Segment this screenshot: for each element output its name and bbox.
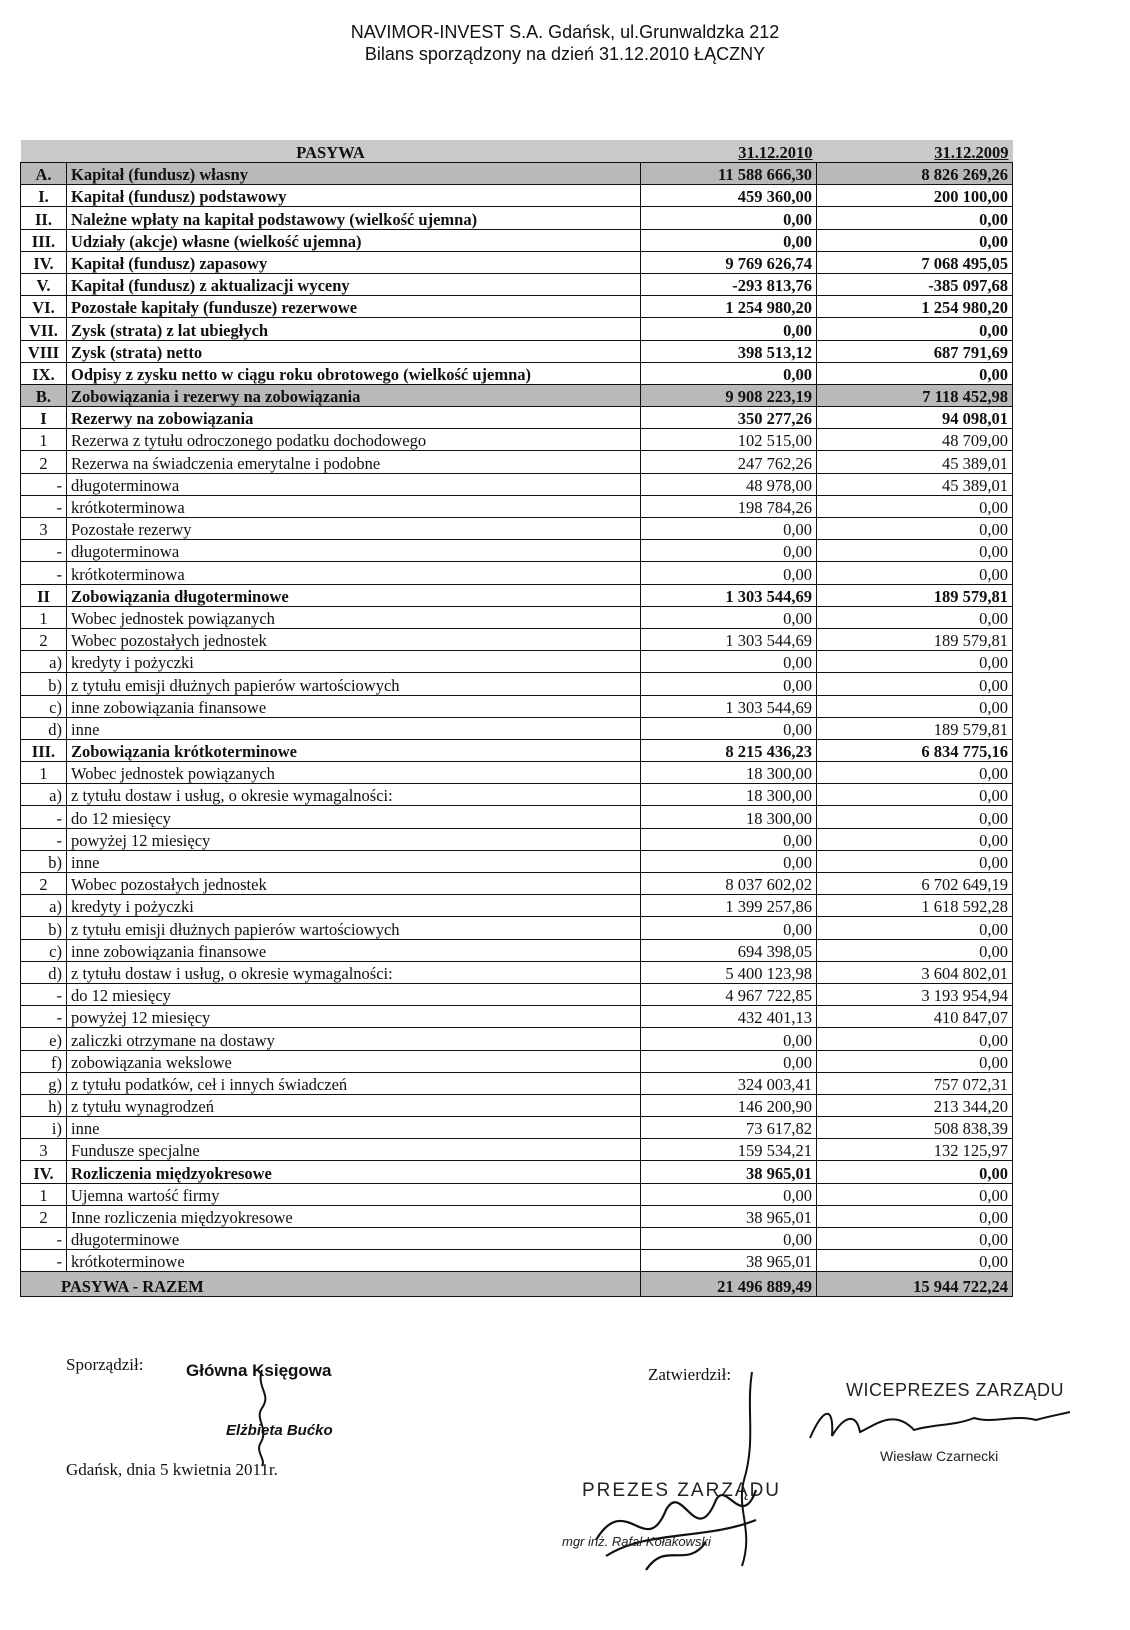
row-number: 2: [21, 451, 67, 473]
table-row: [21, 495, 1013, 517]
prepared-by-name-stamp: Elżbieta Bućko: [226, 1422, 333, 1439]
value-2009: 0,00: [817, 939, 1013, 961]
row-label: z tytułu dostaw i usług, o okresie wymagalności:: [67, 961, 641, 983]
row-number: e): [21, 1028, 67, 1050]
president-name-stamp: mgr inż. Rafał Kołakowski: [562, 1534, 711, 1549]
table-row: [21, 1139, 1013, 1161]
row-label: do 12 miesięcy: [67, 806, 641, 828]
row-number: -: [21, 1228, 67, 1250]
row-number: d): [21, 961, 67, 983]
value-2009: 0,00: [817, 651, 1013, 673]
row-number: h): [21, 1094, 67, 1116]
row-number: IV.: [21, 251, 67, 273]
value-2009: 0,00: [817, 673, 1013, 695]
value-2009: 189 579,81: [817, 717, 1013, 739]
company-header: NAVIMOR-INVEST S.A. Gdańsk, ul.Grunwaldzka 212: [350, 22, 780, 42]
row-label: Ujemna wartość firmy: [67, 1183, 641, 1205]
value-2009: 1 618 592,28: [817, 895, 1013, 917]
value-2010: 146 200,90: [641, 1094, 817, 1116]
row-number: 1: [21, 606, 67, 628]
value-2009: 0,00: [817, 318, 1013, 340]
president-title-stamp: PREZES ZARZĄDU: [582, 1480, 782, 1501]
value-2010: 0,00: [641, 673, 817, 695]
table-row: [21, 429, 1013, 451]
value-2010: 0,00: [641, 828, 817, 850]
value-2010: 0,00: [641, 229, 817, 251]
value-2010: 0,00: [641, 362, 817, 384]
total-2009: 15 944 722,24: [817, 1272, 1013, 1297]
row-number: 2: [21, 1205, 67, 1227]
row-number: -: [21, 828, 67, 850]
row-label: Inne rozliczenia międzyokresowe: [67, 1205, 641, 1227]
value-2010: 0,00: [641, 207, 817, 229]
value-2010: 324 003,41: [641, 1072, 817, 1094]
value-2009: 1 254 980,20: [817, 296, 1013, 318]
row-number: A.: [21, 163, 67, 185]
row-number: a): [21, 651, 67, 673]
row-label: Rezerwy na zobowiązania: [67, 407, 641, 429]
row-label: z tytułu podatków, ceł i innych świadczeń: [67, 1072, 641, 1094]
table-row: [21, 762, 1013, 784]
row-number: 1: [21, 429, 67, 451]
value-2009: 0,00: [817, 562, 1013, 584]
value-2010: 18 300,00: [641, 762, 817, 784]
column-header-2010: 31.12.2010: [641, 140, 817, 163]
row-number: 3: [21, 518, 67, 540]
table-row: [21, 1161, 1013, 1183]
row-label: Wobec jednostek powiązanych: [67, 606, 641, 628]
row-label: zaliczki otrzymane na dostawy: [67, 1028, 641, 1050]
value-2009: 0,00: [817, 518, 1013, 540]
value-2009: 6 834 775,16: [817, 739, 1013, 761]
row-number: IV.: [21, 1161, 67, 1183]
row-label: Pozostałe kapitały (fundusze) rezerwowe: [67, 296, 641, 318]
table-row: [21, 1006, 1013, 1028]
row-label: Fundusze specjalne: [67, 1139, 641, 1161]
table-row: [21, 473, 1013, 495]
value-2009: 45 389,01: [817, 473, 1013, 495]
value-2010: 38 965,01: [641, 1161, 817, 1183]
row-number: I: [21, 407, 67, 429]
table-row: [21, 451, 1013, 473]
value-2009: 0,00: [817, 695, 1013, 717]
row-number: b): [21, 850, 67, 872]
row-number: i): [21, 1117, 67, 1139]
row-label: Rozliczenia międzyokresowe: [67, 1161, 641, 1183]
table-row: [21, 340, 1013, 362]
value-2010: 694 398,05: [641, 939, 817, 961]
value-2009: 6 702 649,19: [817, 873, 1013, 895]
row-number: 2: [21, 873, 67, 895]
prepared-by-label: Sporządził:: [66, 1355, 144, 1374]
row-label: Zysk (strata) z lat ubiegłych: [67, 318, 641, 340]
row-number: 1: [21, 1183, 67, 1205]
value-2010: 0,00: [641, 318, 817, 340]
value-2010: 0,00: [641, 1228, 817, 1250]
value-2010: 9 908 223,19: [641, 384, 817, 406]
row-label: Zobowiązania krótkoterminowe: [67, 739, 641, 761]
table-row: [21, 939, 1013, 961]
row-label: do 12 miesięcy: [67, 983, 641, 1005]
row-number: III.: [21, 229, 67, 251]
row-label: Zysk (strata) netto: [67, 340, 641, 362]
row-label: z tytułu dostaw i usług, o okresie wymagalności:: [67, 784, 641, 806]
vp-name-stamp: Wiesław Czarnecki: [880, 1448, 999, 1464]
table-row: [21, 318, 1013, 340]
value-2009: 94 098,01: [817, 407, 1013, 429]
value-2009: 213 344,20: [817, 1094, 1013, 1116]
value-2010: 18 300,00: [641, 784, 817, 806]
row-number: b): [21, 917, 67, 939]
value-2010: 0,00: [641, 917, 817, 939]
value-2009: 7 068 495,05: [817, 251, 1013, 273]
row-number: c): [21, 939, 67, 961]
row-label: Rezerwa na świadczenia emerytalne i podobne: [67, 451, 641, 473]
liabilities-table: [20, 140, 1013, 1297]
table-row: [21, 673, 1013, 695]
value-2010: 1 399 257,86: [641, 895, 817, 917]
row-number: VII.: [21, 318, 67, 340]
value-2009: 48 709,00: [817, 429, 1013, 451]
row-label: kredyty i pożyczki: [67, 895, 641, 917]
table-row: [21, 518, 1013, 540]
value-2010: 8 215 436,23: [641, 739, 817, 761]
row-label: z tytułu wynagrodzeń: [67, 1094, 641, 1116]
value-2009: 0,00: [817, 784, 1013, 806]
total-2010: 21 496 889,49: [641, 1272, 817, 1297]
table-row: [21, 229, 1013, 251]
value-2009: 0,00: [817, 362, 1013, 384]
value-2010: 432 401,13: [641, 1006, 817, 1028]
row-number: a): [21, 895, 67, 917]
value-2010: 5 400 123,98: [641, 961, 817, 983]
table-row: [21, 407, 1013, 429]
row-label: Pozostałe rezerwy: [67, 518, 641, 540]
value-2009: 0,00: [817, 762, 1013, 784]
row-label: Zobowiązania i rezerwy na zobowiązania: [67, 384, 641, 406]
value-2009: 8 826 269,26: [817, 163, 1013, 185]
value-2010: 1 254 980,20: [641, 296, 817, 318]
table-row: [21, 1117, 1013, 1139]
row-label: Kapitał (fundusz) podstawowy: [67, 185, 641, 207]
value-2010: 0,00: [641, 1050, 817, 1072]
table-row: [21, 606, 1013, 628]
approved-by-label: Zatwierdził:: [648, 1365, 732, 1384]
row-label: zobowiązania wekslowe: [67, 1050, 641, 1072]
value-2010: 48 978,00: [641, 473, 817, 495]
value-2009: 0,00: [817, 1205, 1013, 1227]
row-label: z tytułu emisji dłużnych papierów wartościowych: [67, 673, 641, 695]
table-row: [21, 628, 1013, 650]
table-row: [21, 850, 1013, 872]
row-label: Kapitał (fundusz) zapasowy: [67, 251, 641, 273]
row-label: Wobec jednostek powiązanych: [67, 762, 641, 784]
signature-president: [586, 1470, 766, 1580]
column-header-2009: 31.12.2009: [817, 140, 1013, 163]
value-2009: 0,00: [817, 1161, 1013, 1183]
row-label: inne: [67, 717, 641, 739]
vp-title-stamp: WICEPREZES ZARZĄDU: [846, 1380, 1065, 1400]
table-row: [21, 806, 1013, 828]
value-2009: 0,00: [817, 828, 1013, 850]
value-2010: 350 277,26: [641, 407, 817, 429]
row-number: -: [21, 473, 67, 495]
value-2010: 247 762,26: [641, 451, 817, 473]
value-2009: 0,00: [817, 850, 1013, 872]
row-label: długoterminowa: [67, 540, 641, 562]
value-2010: 0,00: [641, 651, 817, 673]
table-row: [21, 163, 1013, 185]
value-2009: 0,00: [817, 1028, 1013, 1050]
value-2009: 0,00: [817, 806, 1013, 828]
row-label: inne: [67, 850, 641, 872]
value-2010: 11 588 666,30: [641, 163, 817, 185]
value-2009: 200 100,00: [817, 185, 1013, 207]
row-number: -: [21, 1006, 67, 1028]
row-number: -: [21, 806, 67, 828]
value-2009: 757 072,31: [817, 1072, 1013, 1094]
table-row: [21, 739, 1013, 761]
value-2010: 459 360,00: [641, 185, 817, 207]
table-row: [21, 1183, 1013, 1205]
row-label: powyżej 12 miesięcy: [67, 828, 641, 850]
row-label: Odpisy z zysku netto w ciągu roku obrotowego (wielkość ujemna): [67, 362, 641, 384]
total-label: PASYWA - RAZEM: [21, 1272, 641, 1297]
table-row: [21, 251, 1013, 273]
table-row: [21, 1250, 1013, 1272]
value-2010: 0,00: [641, 1028, 817, 1050]
value-2009: 0,00: [817, 540, 1013, 562]
value-2010: 0,00: [641, 518, 817, 540]
value-2009: 0,00: [817, 1250, 1013, 1272]
signature-accountant: [248, 1368, 288, 1468]
row-number: -: [21, 983, 67, 1005]
row-number: -: [21, 540, 67, 562]
row-number: IX.: [21, 362, 67, 384]
value-2010: 0,00: [641, 1183, 817, 1205]
value-2009: 7 118 452,98: [817, 384, 1013, 406]
value-2009: 0,00: [817, 1228, 1013, 1250]
value-2009: 3 604 802,01: [817, 961, 1013, 983]
value-2009: 0,00: [817, 606, 1013, 628]
table-row: [21, 584, 1013, 606]
row-number: c): [21, 695, 67, 717]
row-number: f): [21, 1050, 67, 1072]
value-2009: 0,00: [817, 1183, 1013, 1205]
value-2010: 4 967 722,85: [641, 983, 817, 1005]
row-number: II.: [21, 207, 67, 229]
value-2009: 687 791,69: [817, 340, 1013, 362]
row-number: -: [21, 1250, 67, 1272]
table-row: [21, 540, 1013, 562]
value-2010: 1 303 544,69: [641, 584, 817, 606]
value-2010: 0,00: [641, 540, 817, 562]
row-label: inne zobowiązania finansowe: [67, 939, 641, 961]
place-date: Gdańsk, dnia 5 kwietnia 2011r.: [66, 1460, 278, 1479]
row-number: VI.: [21, 296, 67, 318]
value-2010: 0,00: [641, 562, 817, 584]
table-header-row: [21, 140, 1013, 163]
table-row: [21, 695, 1013, 717]
value-2010: 73 617,82: [641, 1117, 817, 1139]
row-label: krótkoterminowe: [67, 1250, 641, 1272]
row-label: krótkoterminowa: [67, 495, 641, 517]
value-2010: 18 300,00: [641, 806, 817, 828]
table-row: [21, 1228, 1013, 1250]
value-2010: 0,00: [641, 717, 817, 739]
value-2010: 0,00: [641, 606, 817, 628]
table-row: [21, 917, 1013, 939]
row-number: B.: [21, 384, 67, 406]
table-row: [21, 1028, 1013, 1050]
prepared-by-role-stamp: Główna Księgowa: [186, 1361, 332, 1380]
row-label: Udziały (akcje) własne (wielkość ujemna): [67, 229, 641, 251]
row-number: III.: [21, 739, 67, 761]
value-2009: 3 193 954,94: [817, 983, 1013, 1005]
row-number: -: [21, 562, 67, 584]
value-2009: 0,00: [817, 917, 1013, 939]
signature-vice-president: [804, 1396, 1074, 1450]
value-2010: 1 303 544,69: [641, 695, 817, 717]
table-row: [21, 717, 1013, 739]
table-row: [21, 207, 1013, 229]
row-label: Kapitał (fundusz) z aktualizacji wyceny: [67, 273, 641, 295]
table-row: [21, 362, 1013, 384]
row-number: 1: [21, 762, 67, 784]
row-label: Wobec pozostałych jednostek: [67, 628, 641, 650]
column-header-pasywa: PASYWA: [21, 140, 641, 163]
value-2010: 1 303 544,69: [641, 628, 817, 650]
table-row: [21, 1094, 1013, 1116]
row-label: długoterminowa: [67, 473, 641, 495]
value-2010: 159 534,21: [641, 1139, 817, 1161]
table-row: [21, 384, 1013, 406]
row-label: Zobowiązania długoterminowe: [67, 584, 641, 606]
table-row: [21, 1205, 1013, 1227]
row-label: powyżej 12 miesięcy: [67, 1006, 641, 1028]
row-number: V.: [21, 273, 67, 295]
row-label: Kapitał (fundusz) własny: [67, 163, 641, 185]
value-2010: 398 513,12: [641, 340, 817, 362]
table-row: [21, 651, 1013, 673]
value-2009: -385 097,68: [817, 273, 1013, 295]
row-label: Należne wpłaty na kapitał podstawowy (wielkość ujemna): [67, 207, 641, 229]
value-2009: 0,00: [817, 229, 1013, 251]
row-number: d): [21, 717, 67, 739]
table-row: [21, 1072, 1013, 1094]
row-number: I.: [21, 185, 67, 207]
row-label: z tytułu emisji dłużnych papierów wartościowych: [67, 917, 641, 939]
value-2009: 410 847,07: [817, 1006, 1013, 1028]
table-row: [21, 895, 1013, 917]
row-number: a): [21, 784, 67, 806]
row-number: b): [21, 673, 67, 695]
table-row: [21, 784, 1013, 806]
value-2010: 9 769 626,74: [641, 251, 817, 273]
row-number: 3: [21, 1139, 67, 1161]
row-number: g): [21, 1072, 67, 1094]
balance-sheet-title: Bilans sporządzony na dzień 31.12.2010 ŁĄCZNY: [364, 44, 766, 64]
value-2009: 189 579,81: [817, 584, 1013, 606]
table-row: [21, 1050, 1013, 1072]
row-label: kredyty i pożyczki: [67, 651, 641, 673]
table-row: [21, 273, 1013, 295]
row-label: krótkoterminowa: [67, 562, 641, 584]
row-label: Wobec pozostałych jednostek: [67, 873, 641, 895]
value-2010: 102 515,00: [641, 429, 817, 451]
row-number: -: [21, 495, 67, 517]
value-2009: 508 838,39: [817, 1117, 1013, 1139]
value-2010: 8 037 602,02: [641, 873, 817, 895]
row-label: inne zobowiązania finansowe: [67, 695, 641, 717]
row-number: II: [21, 584, 67, 606]
table-row: [21, 828, 1013, 850]
value-2010: -293 813,76: [641, 273, 817, 295]
row-number: VIII: [21, 340, 67, 362]
value-2009: 0,00: [817, 207, 1013, 229]
row-number: 2: [21, 628, 67, 650]
value-2009: 0,00: [817, 495, 1013, 517]
value-2009: 189 579,81: [817, 628, 1013, 650]
value-2009: 0,00: [817, 1050, 1013, 1072]
row-label: długoterminowe: [67, 1228, 641, 1250]
table-row: [21, 983, 1013, 1005]
table-row: [21, 873, 1013, 895]
total-row: [21, 1272, 1013, 1297]
value-2010: 0,00: [641, 850, 817, 872]
row-label: inne: [67, 1117, 641, 1139]
row-label: Rezerwa z tytułu odroczonego podatku dochodowego: [67, 429, 641, 451]
table-row: [21, 961, 1013, 983]
value-2010: 38 965,01: [641, 1250, 817, 1272]
table-row: [21, 562, 1013, 584]
value-2009: 132 125,97: [817, 1139, 1013, 1161]
value-2010: 38 965,01: [641, 1205, 817, 1227]
table-row: [21, 185, 1013, 207]
value-2009: 45 389,01: [817, 451, 1013, 473]
value-2010: 198 784,26: [641, 495, 817, 517]
table-row: [21, 296, 1013, 318]
